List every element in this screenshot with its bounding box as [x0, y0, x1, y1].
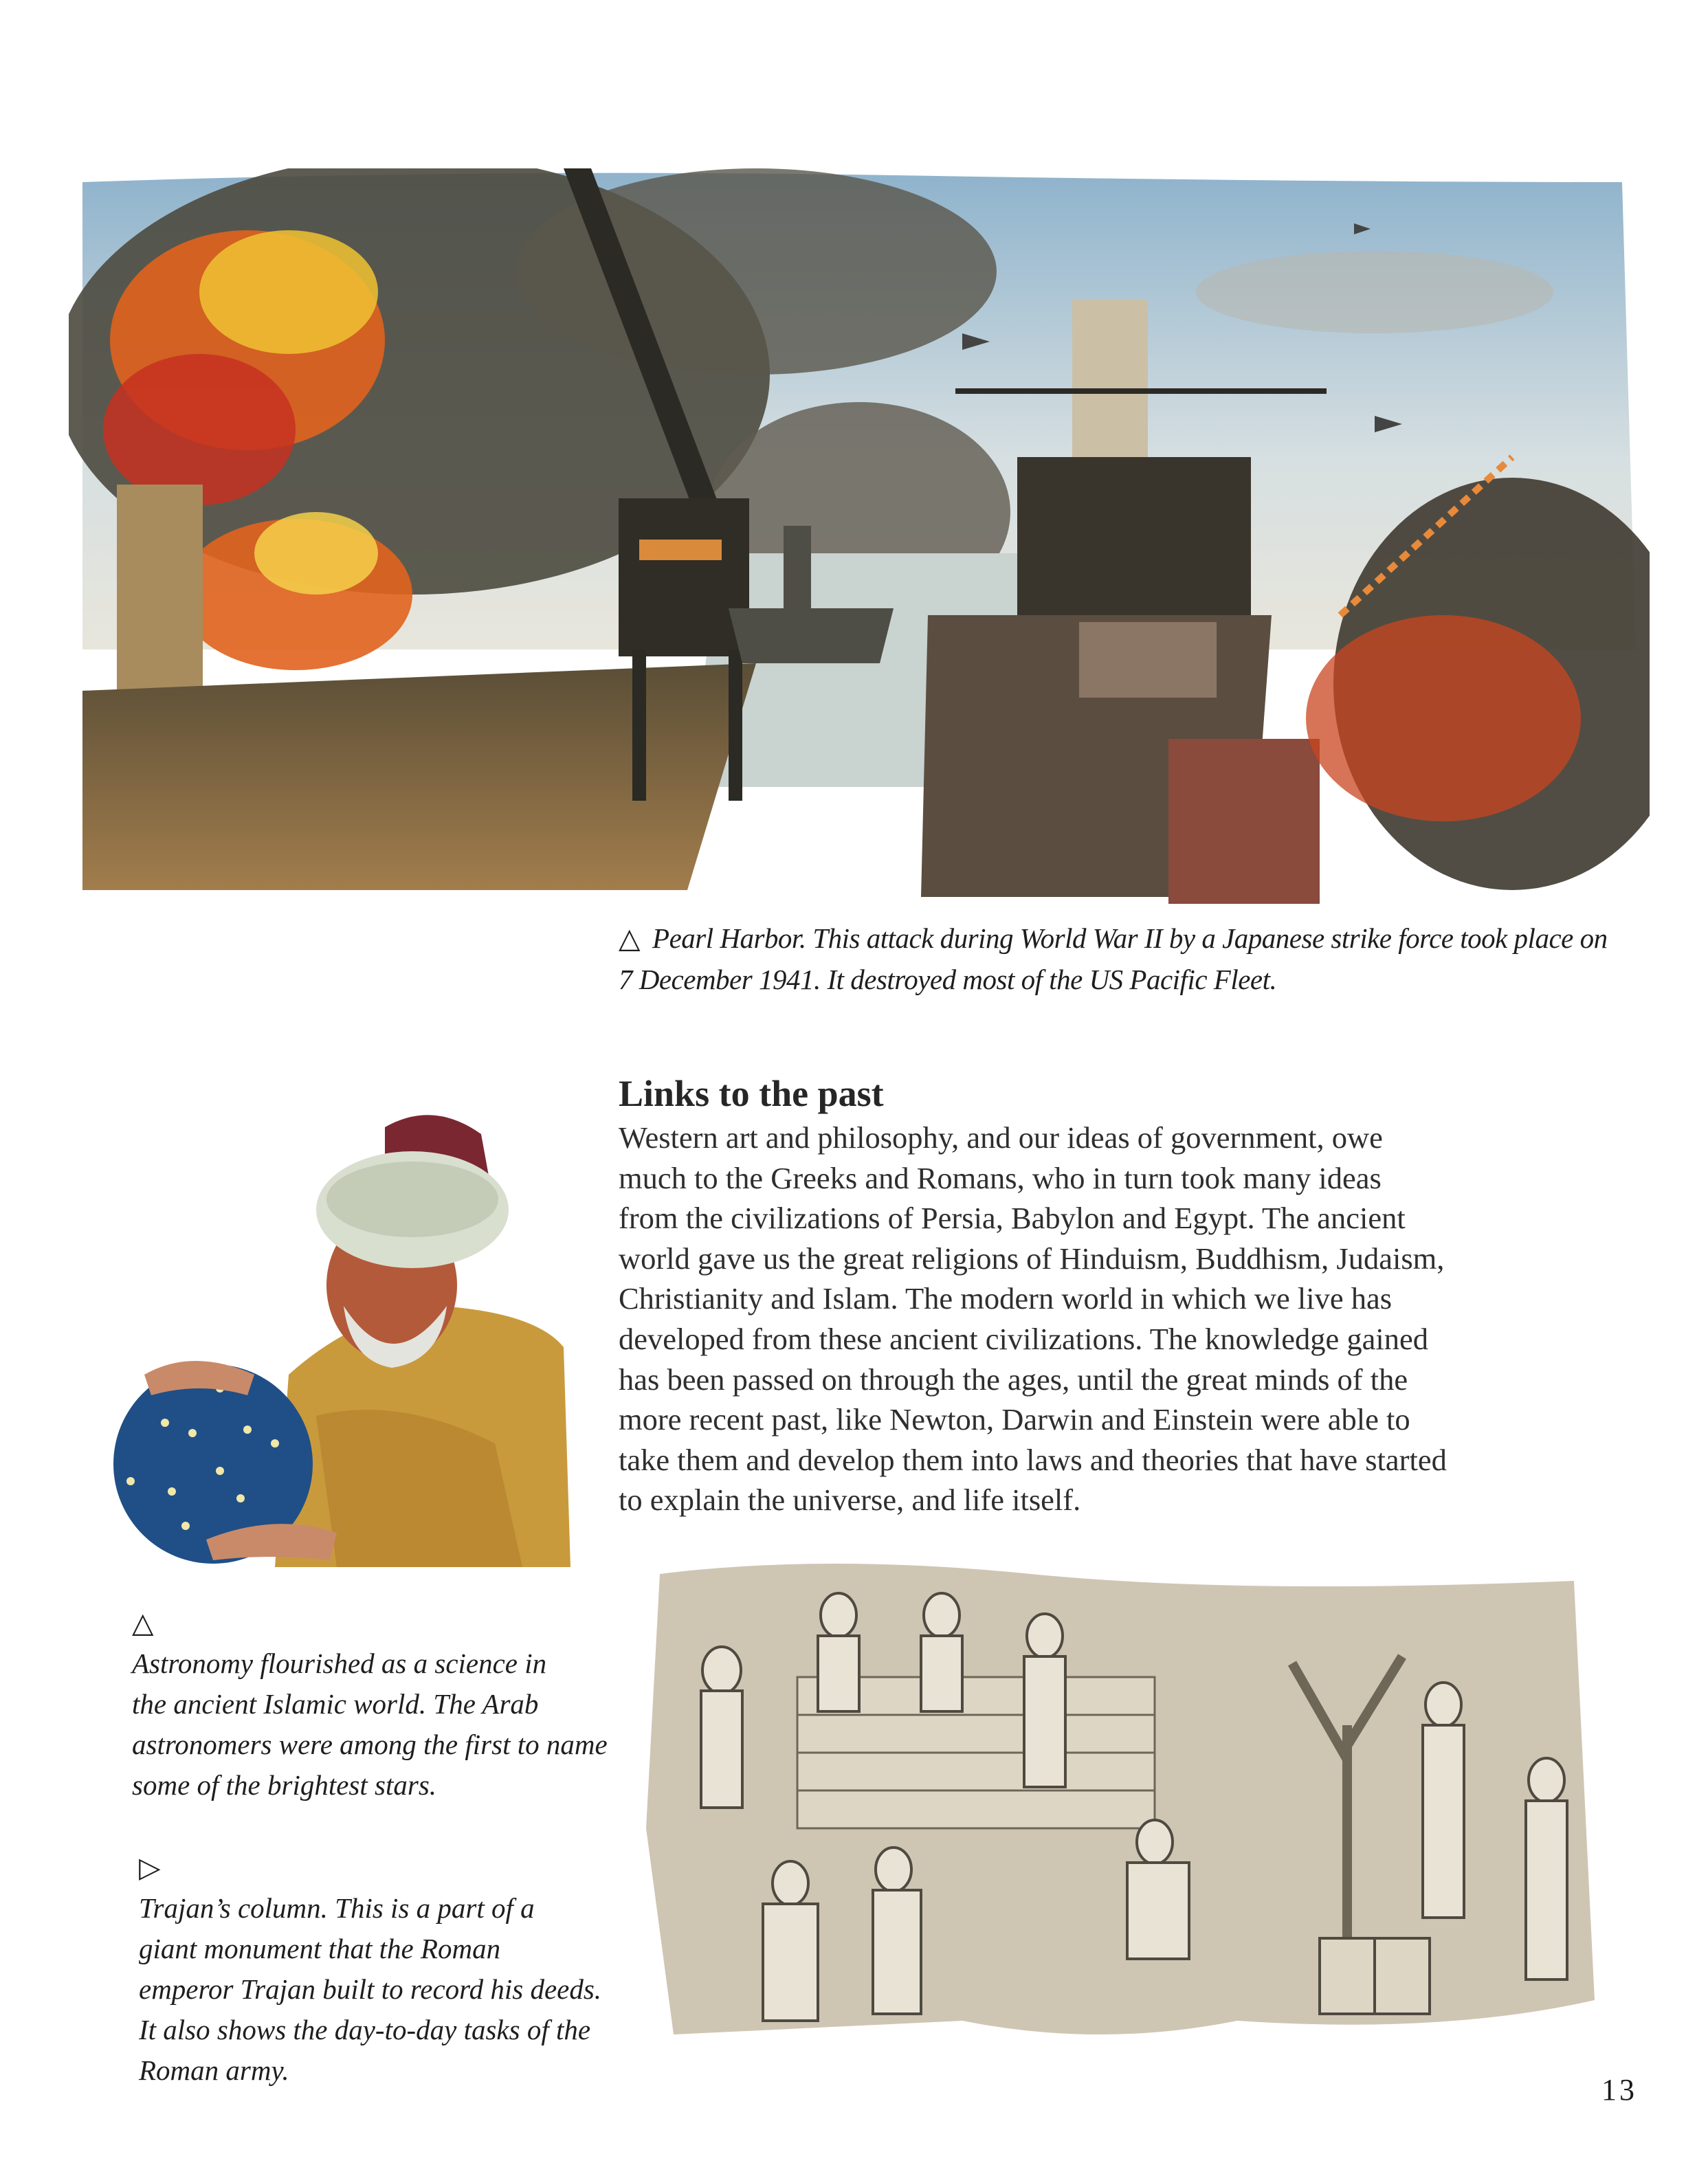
body-line: Christianity and Islam. The modern world in which we live has	[619, 1281, 1393, 1316]
trajan-column-relief	[619, 1553, 1615, 2055]
triangle-right-icon: ▷	[139, 1852, 161, 1883]
pearl-harbor-painting	[69, 168, 1650, 904]
caption-line: the ancient Islamic world. The Arab	[132, 1688, 539, 1720]
trajan-caption	[139, 1848, 620, 2091]
caption-line: 7 December 1941. It destroyed most of the US Pacific Fleet.	[619, 964, 1277, 995]
caption-line: Pearl Harbor. This attack during World War II by a Japanese strike force took place on	[652, 922, 1608, 954]
body-line: take them and develop them into laws and theories that have started	[619, 1442, 1447, 1477]
caption-line: emperor Trajan built to record his deeds.	[139, 1973, 602, 2005]
page-number: 13	[1601, 2073, 1637, 2107]
astronomer-caption	[132, 1603, 613, 1806]
triangle-up-icon: △	[619, 922, 641, 954]
trajan-relief-illustration	[619, 1553, 1615, 2055]
section-body	[619, 1118, 1567, 1520]
caption-line: some of the brightest stars.	[132, 1769, 437, 1801]
body-line: Western art and philosophy, and our ideas of government, owe	[619, 1120, 1383, 1155]
body-line: more recent past, like Newton, Darwin and Einstein were able to	[619, 1402, 1410, 1437]
astronomer-illustration	[110, 1086, 577, 1567]
triangle-up-icon: △	[132, 1607, 154, 1639]
caption-line: Astronomy flourished as a science in	[132, 1648, 547, 1679]
caption-line: Roman army.	[139, 2054, 289, 2086]
caption-line: giant monument that the Roman	[139, 1933, 501, 1964]
body-line: developed from these ancient civilizations. The knowledge gained	[619, 1321, 1429, 1356]
body-line: from the civilizations of Persia, Babylon and Egypt. The ancient	[619, 1201, 1406, 1236]
astronomer-figure	[110, 1086, 577, 1567]
body-line: has been passed on through the ages, until the great minds of the	[619, 1362, 1408, 1397]
pearl-harbor-illustration	[69, 168, 1650, 904]
caption-line: Trajan’s column. This is a part of a	[139, 1892, 535, 1924]
caption-line: It also shows the day-to-day tasks of the	[139, 2014, 591, 2045]
body-line: world gave us the great religions of Hinduism, Buddhism, Judaism,	[619, 1241, 1445, 1276]
caption-line: astronomers were among the first to name	[132, 1729, 608, 1760]
body-line: much to the Greeks and Romans, who in turn took many ideas	[619, 1160, 1382, 1195]
pearl-harbor-caption	[619, 918, 1615, 1000]
body-line: to explain the universe, and life itself.	[619, 1483, 1081, 1518]
section-heading: Links to the past	[619, 1073, 884, 1114]
